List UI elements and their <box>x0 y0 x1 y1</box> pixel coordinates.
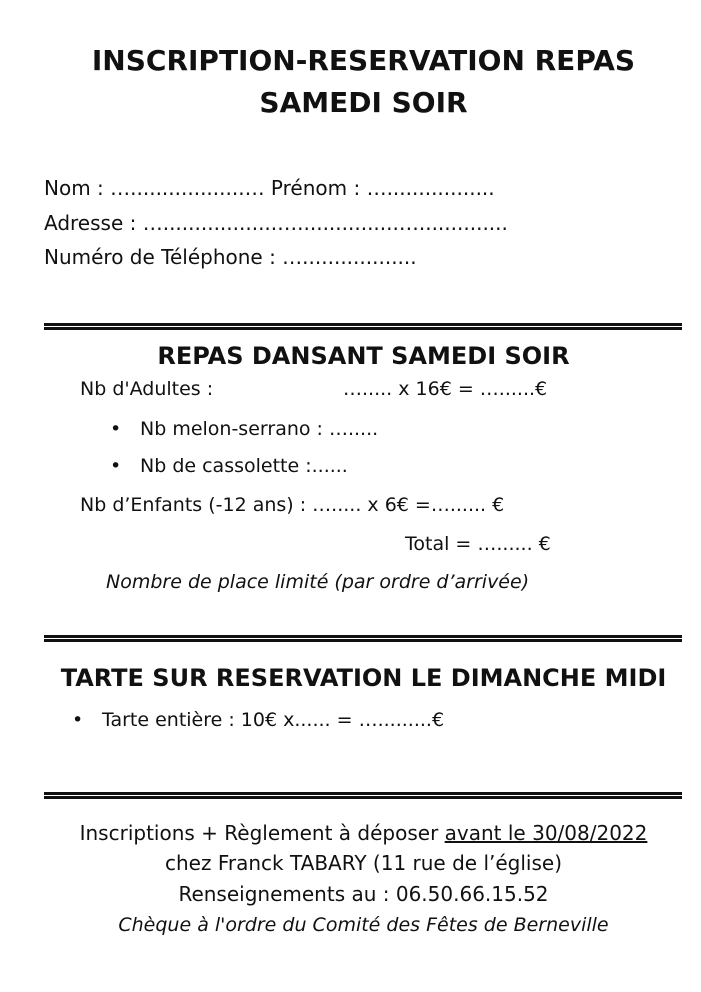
melon-label: Nb melon-serrano : …..... <box>140 418 379 440</box>
footer-deadline-date: avant le 30/08/2022 <box>444 821 648 845</box>
divider-2 <box>44 635 682 642</box>
cassolette-list-item[interactable] <box>110 455 348 477</box>
footer-cheque-note: Chèque à l'ordre du Comité des Fêtes de Berneville <box>118 914 609 936</box>
page-title-line1: INSCRIPTION-RESERVATION REPAS <box>91 44 636 77</box>
repas-heading: REPAS DANSANT SAMEDI SOIR <box>157 342 570 370</box>
bullet-icon: • <box>110 455 122 477</box>
melon-list-item[interactable] <box>110 418 378 440</box>
page-title-line2: SAMEDI SOIR <box>259 86 468 119</box>
bullet-icon: • <box>72 709 84 731</box>
cassolette-label: Nb de cassolette :...... <box>140 455 348 477</box>
divider-1 <box>44 323 682 330</box>
tarte-heading: TARTE SUR RESERVATION LE DIMANCHE MIDI <box>60 664 667 692</box>
telephone-field[interactable]: Numéro de Téléphone : ….................. <box>44 245 417 269</box>
footer-deadline <box>0 821 701 845</box>
adultes-calc-field[interactable]: …..... x 16€ = …......€ <box>343 378 548 400</box>
adresse-field[interactable]: Adresse : …..................…................….............. <box>44 211 508 235</box>
places-limitees-note: Nombre de place limité (par ordre d’arrivée) <box>106 571 530 593</box>
tarte-list-item[interactable] <box>72 709 444 731</box>
tarte-label: Tarte entière : 10€ x...... = ….........€ <box>102 709 445 731</box>
adultes-label: Nb d'Adultes : <box>80 378 214 400</box>
nom-prenom-field[interactable]: Nom : …..................… Prénom : …................. <box>44 176 495 200</box>
footer-address: chez Franck TABARY (11 rue de l’église) <box>165 851 562 875</box>
divider-3 <box>44 792 682 799</box>
enfants-field[interactable]: Nb d’Enfants (-12 ans) : …..... x 6€ =…...... € <box>80 494 505 516</box>
bullet-icon: • <box>110 418 122 440</box>
footer-deadline-prefix: Inscriptions + Règlement à déposer <box>79 821 445 845</box>
footer-phone: Renseignements au : 06.50.66.15.52 <box>178 882 549 906</box>
total-field[interactable]: Total = …...... € <box>405 533 551 555</box>
